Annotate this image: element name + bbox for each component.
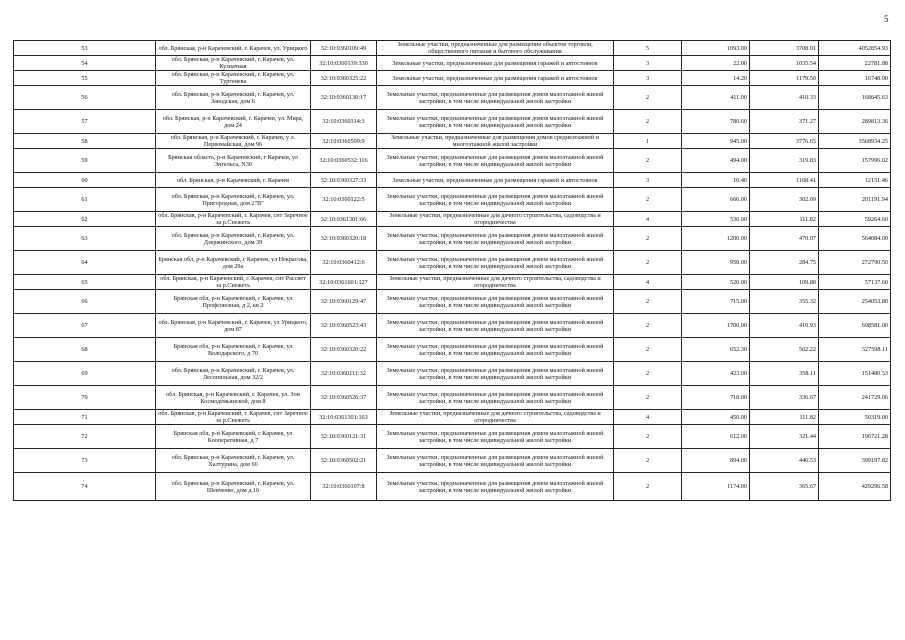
table-row: [14, 149, 891, 173]
area-cell: 1093.00: [682, 41, 750, 56]
row-number: 54: [14, 56, 156, 71]
table-row: [14, 410, 891, 425]
cadastral-number-cell: 32:10:0360314:3: [311, 110, 377, 134]
table-row: [14, 362, 891, 386]
table-row: [14, 338, 891, 362]
cadastral-value-cell: 50319.00: [819, 410, 891, 425]
permitted-use-cell: Земельные участки, предназначенные для размещения домов среднеэтажной и многоэтажной жилой застройки: [377, 134, 614, 149]
cadastral-number-cell: 32:10:0360532:116: [311, 149, 377, 173]
cadastral-value-cell: 12151.46: [819, 173, 891, 188]
row-number: 60: [14, 173, 156, 188]
permitted-use-cell: Земельные участки, предназначенные для размещения домов малоэтажной жилой застройки, в том числе индивидуальной жилой застройки: [377, 227, 614, 251]
table-row: [14, 290, 891, 314]
area-cell: 1174.00: [682, 473, 750, 501]
cadastral-value-cell: 564084.00: [819, 227, 891, 251]
row-number: 64: [14, 251, 156, 275]
table-row: [14, 110, 891, 134]
cadastral-number-cell: 32:10:0360327:33: [311, 173, 377, 188]
address-cell: Брянская обл, р-н Карачевский, г Карачев, ул Некрасова, дом 29а: [156, 251, 311, 275]
permitted-use-cell: Земельные участки, предназначенные для размещения домов малоэтажной жилой застройки, в том числе индивидуальной жилой застройки: [377, 188, 614, 212]
table-row: [14, 41, 891, 56]
address-cell: обл. Брянская, р-н Карачевский, г. Карачев, ул. Кузначная: [156, 56, 311, 71]
address-cell: обл. Брянская, р-н Карачевский, г. Карачев: [156, 173, 311, 188]
cadastral-number-cell: 32:10:0360122:5: [311, 188, 377, 212]
permitted-use-cell: Земельные участки, предназначенные для размещения домов малоэтажной жилой застройки, в том числе индивидуальной жилой застройки: [377, 362, 614, 386]
cadastral-value-cell: 151480.53: [819, 362, 891, 386]
permitted-use-cell: Земельные участки, предназначенные для размещения домов малоэтажной жилой застройки, в том числе индивидуальной жилой застройки: [377, 110, 614, 134]
cadastral-value-cell: 399197.82: [819, 449, 891, 473]
category-cell: 4: [614, 410, 682, 425]
table-row: [14, 86, 891, 110]
row-number: 70: [14, 386, 156, 410]
area-cell: 894.00: [682, 449, 750, 473]
cadastral-value-cell: 22781.88: [819, 56, 891, 71]
category-cell: 2: [614, 188, 682, 212]
row-number: 59: [14, 149, 156, 173]
cadastral-value-cell: 201191.94: [819, 188, 891, 212]
cadastral-value-cell: 4052854.93: [819, 41, 891, 56]
cadastral-value-cell: 157996.02: [819, 149, 891, 173]
specific-value-cell: 111.82: [750, 410, 819, 425]
table-row: [14, 275, 891, 290]
permitted-use-cell: Земельные участки, предназначенные для размещения домов малоэтажной жилой застройки, в том числе индивидуальной жилой застройки: [377, 314, 614, 338]
address-cell: обл. Брянская, р-н Карачевский, г. Карачев, ул. Дзержинского, дом 39: [156, 227, 311, 251]
address-cell: обл. Брянская, р-н Карачевский, г. Карачев, ул. Халтурина, дом 66: [156, 449, 311, 473]
cadastral-number-cell: 32:10:0360121:31: [311, 425, 377, 449]
cadastral-number-cell: 32:10:0361301:66: [311, 212, 377, 227]
category-cell: 2: [614, 290, 682, 314]
row-number: 73: [14, 449, 156, 473]
area-cell: 666.00: [682, 188, 750, 212]
cadastral-value-cell: 289813.36: [819, 110, 891, 134]
table-row: [14, 386, 891, 410]
specific-value-cell: 365.67: [750, 473, 819, 501]
cadastral-value-cell: 327598.11: [819, 338, 891, 362]
cadastral-value-cell: 57137.60: [819, 275, 891, 290]
address-cell: Брянская обл, р-н Карачевский, г Карачев, ул Володарского, д 70: [156, 338, 311, 362]
specific-value-cell: 446.53: [750, 449, 819, 473]
specific-value-cell: 1035.54: [750, 56, 819, 71]
row-number: 61: [14, 188, 156, 212]
specific-value-cell: 3708.01: [750, 41, 819, 56]
specific-value-cell: 111.82: [750, 212, 819, 227]
category-cell: 2: [614, 86, 682, 110]
cadastral-number-cell: 32:10:0360325:22: [311, 71, 377, 86]
specific-value-cell: 1168.41: [750, 173, 819, 188]
specific-value-cell: 371.27: [750, 110, 819, 134]
category-cell: 3: [614, 173, 682, 188]
address-cell: обл. Брянская, р-н Карачевский, г. Карачев, ул. Шевченко, дом д.16: [156, 473, 311, 501]
cadastral-number-cell: 32:10:0360523:43: [311, 314, 377, 338]
row-number: 74: [14, 473, 156, 501]
permitted-use-cell: Земельные участки, предназначенные для размещения домов малоэтажной жилой застройки, в том числе индивидуальной жилой застройки: [377, 425, 614, 449]
category-cell: 3: [614, 71, 682, 86]
permitted-use-cell: Земельные участки, предназначенные для размещения гаражей и автостоянок: [377, 56, 614, 71]
area-cell: 718.00: [682, 386, 750, 410]
row-number: 58: [14, 134, 156, 149]
cadastral-number-cell: 32:10:0361601:127: [311, 275, 377, 290]
permitted-use-cell: Земельные участки, предназначенные для дачного строительства, садоводства и огородничества: [377, 410, 614, 425]
address-cell: обл. Брянская, р-н Карачевский, г. Карачев, снт Рассвет за р.Снежеть: [156, 275, 311, 290]
cadastral-value-cell: 429296.58: [819, 473, 891, 501]
land-plots-table: [13, 40, 891, 501]
category-cell: 3: [614, 56, 682, 71]
table-row: [14, 473, 891, 501]
permitted-use-cell: Земельные участки, предназначенные для размещения гаражей и автостоянок: [377, 71, 614, 86]
row-number: 66: [14, 290, 156, 314]
address-cell: Брянская обл, р-н Карачевский, г Карачев, ул Профсоюзная, д 2, кв 2: [156, 290, 311, 314]
category-cell: 2: [614, 362, 682, 386]
cadastral-number-cell: 32:10:0360129:47: [311, 290, 377, 314]
specific-value-cell: 355.32: [750, 290, 819, 314]
category-cell: 2: [614, 227, 682, 251]
specific-value-cell: 502.22: [750, 338, 819, 362]
permitted-use-cell: Земельные участки, предназначенные для размещения домов малоэтажной жилой застройки, в том числе индивидуальной жилой застройки: [377, 473, 614, 501]
table-row: [14, 227, 891, 251]
permitted-use-cell: Земельные участки, предназначенные для размещения объектов торговли, общественного питания и бытового обслуживания: [377, 41, 614, 56]
address-cell: обл. Брянская, р-н Карачевский, г. Карачев, ул. Пригородная, дом 2"В": [156, 188, 311, 212]
specific-value-cell: 284.75: [750, 251, 819, 275]
area-cell: 945.00: [682, 134, 750, 149]
specific-value-cell: 358.11: [750, 362, 819, 386]
table-row: [14, 71, 891, 86]
row-number: 55: [14, 71, 156, 86]
cadastral-value-cell: 59264.60: [819, 212, 891, 227]
permitted-use-cell: Земельные участки, предназначенные для размещения домов малоэтажной жилой застройки, в том числе индивидуальной жилой застройки: [377, 338, 614, 362]
row-number: 67: [14, 314, 156, 338]
table-row: [14, 314, 891, 338]
permitted-use-cell: Земельные участки, предназначенные для размещения домов малоэтажной жилой застройки, в том числе индивидуальной жилой застройки: [377, 290, 614, 314]
row-number: 57: [14, 110, 156, 134]
address-cell: обл. Брянская, р-н Карачевский, г. Карачев, снт Заречное за р.Снежеть: [156, 212, 311, 227]
specific-value-cell: 1179.50: [750, 71, 819, 86]
table-row: [14, 56, 891, 71]
cadastral-value-cell: 3568934.25: [819, 134, 891, 149]
table-row: [14, 425, 891, 449]
permitted-use-cell: Земельные участки, предназначенные для дачного строительства, садоводства и огородничества: [377, 212, 614, 227]
area-cell: 1700.00: [682, 314, 750, 338]
category-cell: 2: [614, 425, 682, 449]
category-cell: 2: [614, 338, 682, 362]
category-cell: 2: [614, 386, 682, 410]
cadastral-value-cell: 196721.28: [819, 425, 891, 449]
specific-value-cell: 302.09: [750, 188, 819, 212]
row-number: 56: [14, 86, 156, 110]
address-cell: обл. Брянская, р-н Карачевский, г. Карачев, ул. Заводская, дом 6: [156, 86, 311, 110]
table-row: [14, 173, 891, 188]
table-row: [14, 188, 891, 212]
cadastral-value-cell: 698581.00: [819, 314, 891, 338]
address-cell: обл. Брянская, р-н Карачевский, г. Карачев, снт Заречное за р.Снежеть: [156, 410, 311, 425]
cadastral-value-cell: 168645.63: [819, 86, 891, 110]
cadastral-number-cell: 32:10:0361301:163: [311, 410, 377, 425]
area-cell: 715.00: [682, 290, 750, 314]
specific-value-cell: 470.07: [750, 227, 819, 251]
cadastral-number-cell: 32:10:0360109:49: [311, 41, 377, 56]
category-cell: 1: [614, 134, 682, 149]
area-cell: 423.00: [682, 362, 750, 386]
cadastral-number-cell: 32:10:0360130:17: [311, 86, 377, 110]
address-cell: обл. Брянская, р-н Карачевский, г. Карачев, ул. Урицкого: [156, 41, 311, 56]
cadastral-value-cell: 241729.06: [819, 386, 891, 410]
category-cell: 2: [614, 149, 682, 173]
area-cell: 520.00: [682, 275, 750, 290]
category-cell: 2: [614, 251, 682, 275]
row-number: 62: [14, 212, 156, 227]
address-cell: обл. Брянская, р-н Карачевский, г. Карачев, ул. Лесопильная, дом 32/2: [156, 362, 311, 386]
specific-value-cell: 3776.65: [750, 134, 819, 149]
address-cell: обл. Брянская, р-н Карачевский, г. Карачев, ул Урицкого, дом 87: [156, 314, 311, 338]
category-cell: 2: [614, 314, 682, 338]
row-number: 71: [14, 410, 156, 425]
specific-value-cell: 321.44: [750, 425, 819, 449]
area-cell: 494.00: [682, 149, 750, 173]
permitted-use-cell: Земельные участки, предназначенные для размещения домов малоэтажной жилой застройки, в том числе индивидуальной жилой застройки: [377, 449, 614, 473]
category-cell: 2: [614, 449, 682, 473]
address-cell: Брянская область, р-н Карачевский, г Карачев, ул Энгельса, N30: [156, 149, 311, 173]
page-number: 5: [884, 14, 889, 24]
cadastral-value-cell: 272790.50: [819, 251, 891, 275]
row-number: 53: [14, 41, 156, 56]
area-cell: 530.00: [682, 212, 750, 227]
table-body: [14, 41, 891, 501]
area-cell: 10.40: [682, 173, 750, 188]
row-number: 72: [14, 425, 156, 449]
cadastral-number-cell: 32:10:0360526:37: [311, 386, 377, 410]
permitted-use-cell: Земельные участки, предназначенные для размещения домов малоэтажной жилой застройки, в том числе индивидуальной жилой застройки: [377, 251, 614, 275]
specific-value-cell: 410.33: [750, 86, 819, 110]
cadastral-value-cell: 16748.90: [819, 71, 891, 86]
row-number: 68: [14, 338, 156, 362]
category-cell: 4: [614, 275, 682, 290]
area-cell: 612.00: [682, 425, 750, 449]
area-cell: 14.20: [682, 71, 750, 86]
category-cell: 4: [614, 212, 682, 227]
address-cell: обл. Брянская, р-н Карачевский, г. Карачев, ул. Зои Космодемьянской, дом 8: [156, 386, 311, 410]
cadastral-number-cell: 32:10:0360502:21: [311, 449, 377, 473]
specific-value-cell: 109.88: [750, 275, 819, 290]
specific-value-cell: 319.83: [750, 149, 819, 173]
cadastral-number-cell: 32:10:0360320:18: [311, 227, 377, 251]
table-row: [14, 212, 891, 227]
cadastral-number-cell: 32:10:0360139:330: [311, 56, 377, 71]
row-number: 65: [14, 275, 156, 290]
area-cell: 22.00: [682, 56, 750, 71]
area-cell: 652.30: [682, 338, 750, 362]
cadastral-number-cell: 32:10:0360412:6: [311, 251, 377, 275]
specific-value-cell: 336.67: [750, 386, 819, 410]
table-row: [14, 449, 891, 473]
table-row: [14, 134, 891, 149]
cadastral-number-cell: 32:10:0360320:22: [311, 338, 377, 362]
row-number: 63: [14, 227, 156, 251]
address-cell: Брянская обл, р-н Карачевский, г Карачев, ул Кооперативная, д 7: [156, 425, 311, 449]
category-cell: 5: [614, 41, 682, 56]
address-cell: обл. Брянская, р-н Карачевский, г. Карачев, ул. Мира, дом 24: [156, 110, 311, 134]
area-cell: 958.00: [682, 251, 750, 275]
permitted-use-cell: Земельные участки, предназначенные для размещения домов малоэтажной жилой застройки, в том числе индивидуальной жилой застройки: [377, 149, 614, 173]
area-cell: 1200.00: [682, 227, 750, 251]
area-cell: 411.00: [682, 86, 750, 110]
permitted-use-cell: Земельные участки, предназначенные для размещения домов малоэтажной жилой застройки, в том числе индивидуальной жилой застройки: [377, 386, 614, 410]
address-cell: обл. Брянская, р-н Карачевский, г. Карачев, у л. Первомайская, дом 96: [156, 134, 311, 149]
category-cell: 2: [614, 473, 682, 501]
permitted-use-cell: Земельные участки, предназначенные для размещения гаражей и автостоянок: [377, 173, 614, 188]
cadastral-number-cell: 32:10:0360107:8: [311, 473, 377, 501]
permitted-use-cell: Земельные участки, предназначенные для размещения домов малоэтажной жилой застройки, в том числе индивидуальной жилой застройки: [377, 86, 614, 110]
cadastral-number-cell: 32:10:0360111:32: [311, 362, 377, 386]
address-cell: обл. Брянская, р-н Карачевский, г. Карачев, ул. Тургенева: [156, 71, 311, 86]
permitted-use-cell: Земельные участки, предназначенные для дачного строительства, садоводства и огородничества: [377, 275, 614, 290]
cadastral-value-cell: 254053.80: [819, 290, 891, 314]
row-number: 69: [14, 362, 156, 386]
area-cell: 450.00: [682, 410, 750, 425]
area-cell: 780.60: [682, 110, 750, 134]
category-cell: 2: [614, 110, 682, 134]
cadastral-number-cell: 32:10:0360509:9: [311, 134, 377, 149]
specific-value-cell: 410.93: [750, 314, 819, 338]
table-row: [14, 251, 891, 275]
